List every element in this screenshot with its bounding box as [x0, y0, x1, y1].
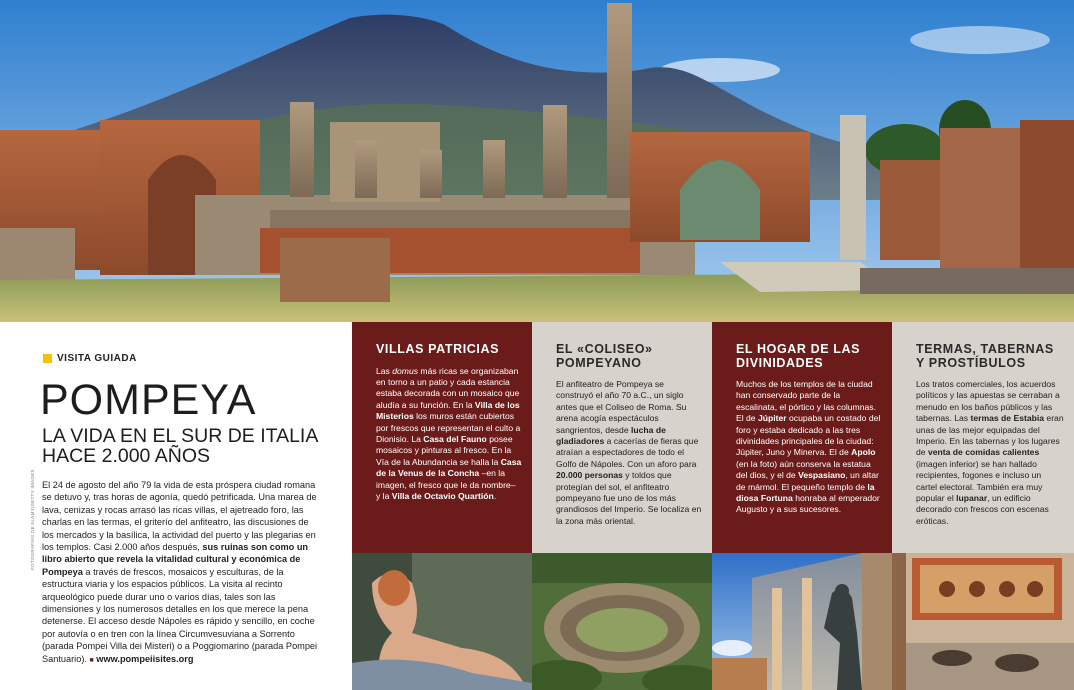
highlight-text: Villa de los Misterios [376, 399, 520, 422]
column-title: VILLAS PATRICIAS [376, 342, 500, 356]
intro-text-part2: a través de frescos, mosaicos y esculturas, de la estructura viaria y los espacios públicos. La visita al recinto arqueológico puede durar uno o varios días, tales son las dimensiones y los numerosos detalles en los que merece la pena detenerse. El acceso desde Nápoles es rápido y sencillo, en coche por autovía o en tren con la línea Circumvesuviana a Sorrento (parada Pompei Villa dei Misteri) o a Poggiomarino (parada Pompei Santuario). [42, 566, 318, 664]
section-tag-label: VISITA GUIADA [57, 353, 137, 364]
column-text-run: –en la imagen, el fresco que le da nombre– y la [376, 468, 516, 501]
column-termas-tabernas [892, 322, 1074, 553]
highlight-text: Apolo [851, 447, 876, 458]
page-title: POMPEYA [40, 376, 257, 424]
intro-text-bold: sus ruinas son como un libro abierto que revela la vitalidad cultural y económica de Pompeya [42, 542, 309, 577]
column-text-run: Los tratos comerciales, los acuerdos políticos y las apuestas se cerraban a menudo en los baños públicos y las tabernas. Las [916, 379, 1060, 424]
column-text [736, 379, 882, 516]
website-link[interactable]: www.pompeiisites.org [96, 653, 194, 664]
photo-credit: FOTOGRAFÍAS DE ALAMY/GETTY IMAGES [30, 469, 35, 570]
column-text-run: , un edificio decorado con frescos con escenas eróticas. [916, 493, 1049, 526]
column-text-run: Muchos de los templos de la ciudad han conservado parte de la escalinata, el pórtico y las columnas. El de [736, 379, 876, 424]
column-text-run: Las [376, 365, 393, 376]
highlight-text: la diosa Fortuna [736, 481, 875, 504]
intro-text [42, 479, 322, 667]
highlight-text: Villa de Octavio Quartión [391, 490, 494, 501]
highlight-text: lupanar [956, 493, 988, 504]
highlight-text: Júpiter [757, 413, 787, 424]
column-text [376, 366, 522, 503]
page-subtitle: LA VIDA EN EL SUR DE ITALIA HACE 2.000 AÑOS [42, 425, 318, 467]
column-text-run: El anfiteatro de Pompeya se construyó el año 70 a.C., un siglo antes que el Coliseo de Roma. Su arena acogía espectáculos sangrientos, desde [556, 379, 687, 435]
column-title: EL «COLISEO» POMPEYANO [556, 342, 653, 370]
column-coliseo-pompeyano [532, 322, 712, 553]
section-tag [43, 353, 137, 364]
highlight-text: lucha de gladiadores [556, 424, 666, 447]
photo-venus-fresco [352, 553, 532, 690]
column-text-run: ocupaba un costado del foro y estaba dedicado a las tres divinidades principales de la ciudad: Júpiter, Juno y Minerva. El de [736, 413, 881, 458]
column-text-run: domus [392, 365, 419, 376]
column-text-run: (imagen inferior) se han hallado recipientes, fogones e incluso un cartel electoral. También era muy popular el [916, 458, 1043, 504]
column-text-run: (en la foto) aún conserva la estatua del dios, y el de [736, 458, 871, 481]
photo-thermopolium [892, 553, 1074, 690]
highlight-text: termas de Estabia [970, 413, 1045, 424]
tag-square-icon [43, 354, 52, 363]
end-mark: ■ [89, 656, 94, 664]
highlight-text: 20.000 personas [556, 470, 623, 481]
column-text-run: posee mosaicos y pinturas al fresco. En la Vía de la Abundancia se halla la [376, 433, 513, 467]
column-text-run: eran unas de las mejor equipadas del Imperio. En las tabernas y los lugares de [916, 413, 1064, 458]
column-title: TERMAS, TABERNAS Y PROSTÍBULOS [916, 342, 1054, 370]
intro-text-part1: El 24 de agosto del año 79 la vida de esta próspera ciudad romana se detuvo y, tras horas de agonía, quedó petrificada. Una marea de lava, cenizas y rocas arrasó las ricas villas, el ajetreado foro, las charlas en las termas, el griterío del anfiteatro, las discusiones de los mercados y la basílica, la actividad del puerto y las plegarias en los templos. Casi 2.000 años después, [42, 480, 317, 553]
column-title: EL HOGAR DE LAS DIVINIDADES [736, 342, 861, 370]
highlight-text: Casa del Fauno [423, 433, 487, 444]
highlight-text: Vespasiano [798, 470, 846, 481]
column-hogar-divinidades [712, 322, 892, 553]
column-text-run: a cacerías de fieras que atraían a espectadores de todo el Golfo de Nápoles. Con un aforo para [556, 436, 699, 469]
column-text-run: los muros están cubiertos por frescos que representan el culto a Dionisio. La [376, 411, 521, 444]
column-text [556, 379, 702, 527]
column-text-run: y toldos que protegían del sol, el anfiteatro pompeyano fue uno de los más grandiosos del Imperio. Se localiza en la zona más oriental. [556, 470, 702, 526]
hero-photo-forum-vesuvius [0, 0, 1074, 322]
highlight-text: venta de comidas calientes [927, 447, 1040, 458]
photo-amphitheatre [532, 553, 712, 690]
column-text-run: honraba al emperador Augusto y a sus sucesores. [736, 493, 880, 515]
highlight-text: Casa de la Venus de la Concha [376, 456, 522, 479]
column-text-run: . [493, 490, 497, 501]
column-text-run: más ricas se organizaban en torno a un patio y cada estancia estaba decorada con un mosaico que aludía a su función. En la [376, 365, 520, 410]
column-text-run: , un altar de mármol. El pequeño templo de [736, 470, 879, 492]
column-villas-patricias [352, 322, 532, 553]
photo-apollo-statue [712, 553, 892, 690]
column-text [916, 379, 1064, 527]
